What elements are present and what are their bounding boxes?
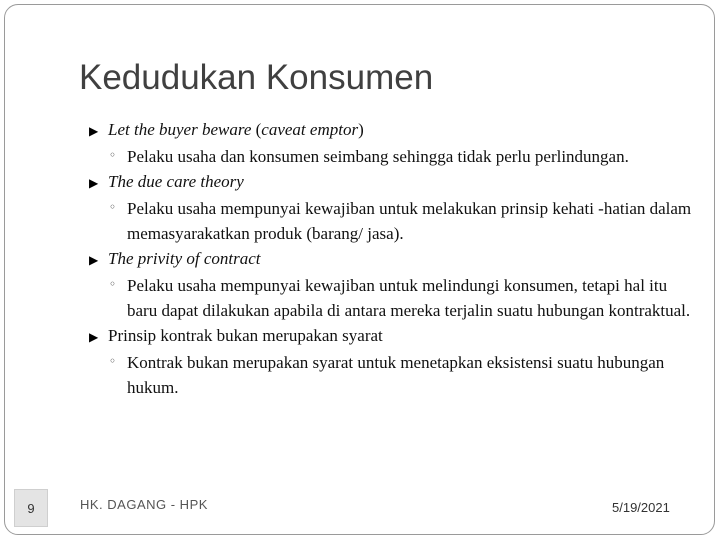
sub-bullet-icon: ◦ [109,354,117,368]
bullet-heading: Let the buyer beware [108,120,252,139]
bullet-heading: Prinsip kontrak bukan merupakan syarat [108,326,383,345]
footer-label: HK. DAGANG - HPK [80,497,208,512]
sub-bullet-text: Pelaku usaha mempunyai kewajiban untuk melindungi konsumen, tetapi hal itu baru dapat dilakukan apabila di antara mereka terjalin suatu hubungan kontraktual. [127,276,691,320]
bullet-icon: ▶ [89,176,99,190]
bullet-item-3 [87,246,697,272]
bullet-item-4 [87,323,697,349]
sub-bullet-2 [87,196,697,246]
footer-date: 5/19/2021 [612,500,670,515]
sub-bullet-icon: ◦ [109,148,117,162]
sub-bullet-3 [87,273,697,323]
bullet-list [87,117,697,400]
bullet-heading: The due care theory [108,172,244,191]
bullet-heading: The privity of contract [108,249,261,268]
bullet-item-2 [87,169,697,195]
bullet-heading-paren-close: ) [358,120,364,139]
bullet-icon: ▶ [89,253,99,267]
page-number: 9 [27,500,35,516]
sub-bullet-text: Pelaku usaha mempunyai kewajiban untuk melakukan prinsip kehati -hatian dalam memasyarakatkan produk (barang/ jasa). [127,199,692,243]
slide-title: Kedudukan Konsumen [79,58,434,97]
sub-bullet-1 [87,144,697,169]
sub-bullet-icon: ◦ [109,277,117,291]
bullet-item-1 [87,117,697,143]
bullet-icon: ▶ [89,330,99,344]
bullet-heading-latin: caveat emptor [261,120,359,139]
bullet-icon: ▶ [89,124,99,138]
sub-bullet-text: Kontrak bukan merupakan syarat untuk menetapkan eksistensi suatu hubungan hukum. [127,353,665,397]
sub-bullet-icon: ◦ [109,200,117,214]
page-number-box [14,489,48,527]
sub-bullet-4 [87,350,697,400]
sub-bullet-text: Pelaku usaha dan konsumen seimbang sehingga tidak perlu perlindungan. [127,147,629,166]
bullet-heading-paren-open: ( [251,120,262,139]
